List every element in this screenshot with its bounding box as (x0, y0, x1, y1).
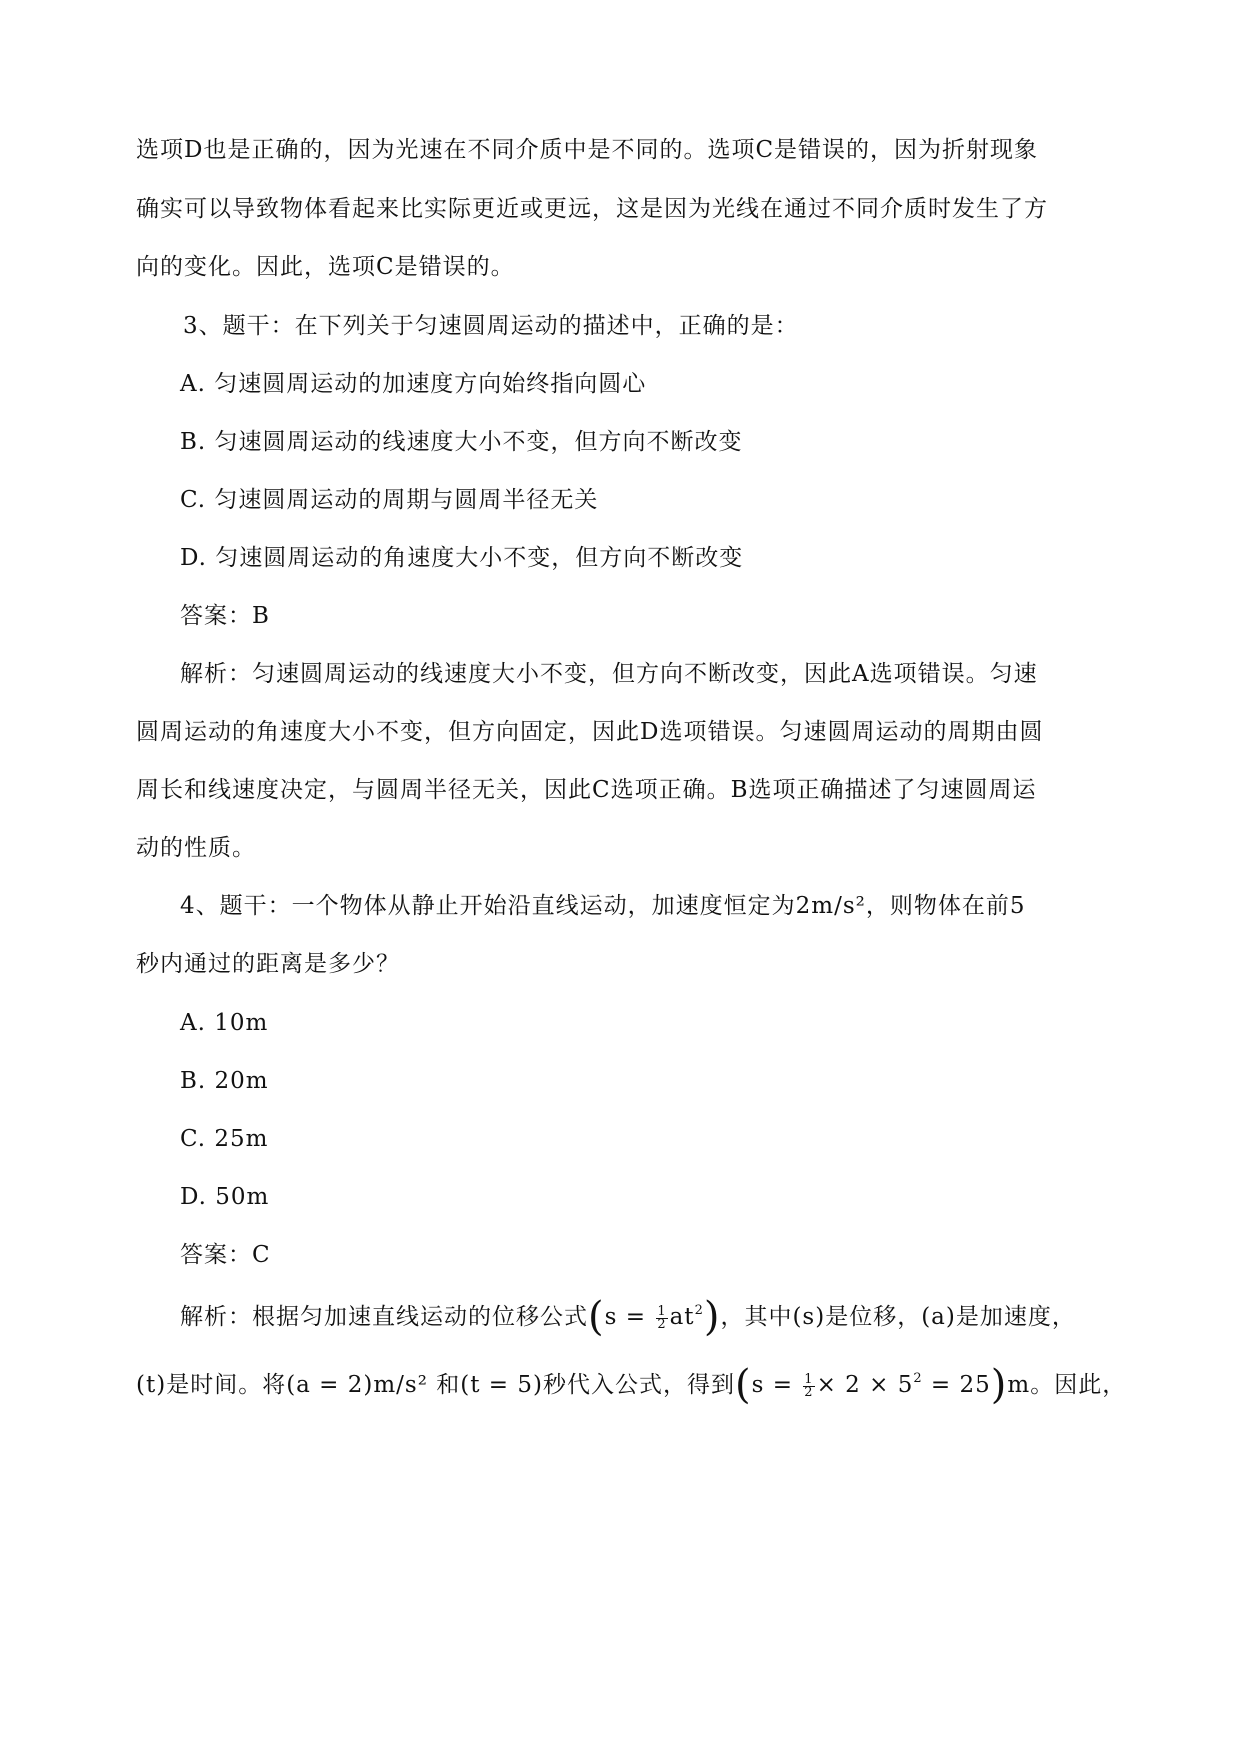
option-c: C. 匀速圆周运动的周期与圆周半径无关 (180, 487, 599, 513)
formula-lhs: s = (604, 1304, 655, 1330)
analysis-line: 圆周运动的角速度大小不变，但方向固定，因此D选项错误。匀速圆周运动的周期由圆 (136, 719, 1044, 745)
question-stem: 3、题干：在下列关于匀速圆周运动的描述中，正确的是： (183, 313, 799, 339)
analysis-text: m。因此， (1007, 1372, 1127, 1398)
option-b: B. 20m (180, 1068, 269, 1094)
formula (734, 1362, 1008, 1408)
paragraph-line: 选项D也是正确的，因为光速在不同介质中是不同的。选项C是错误的，因为折射现象 (136, 137, 1039, 163)
exponent: 2 (694, 1303, 704, 1318)
question-stem: 秒内通过的距离是多少？ (136, 951, 400, 977)
answer: 答案：C (180, 1242, 271, 1268)
analysis-line: 动的性质。 (136, 835, 256, 861)
option-a: A. 10m (180, 1010, 269, 1036)
paragraph-line: 向的变化。因此，选项C是错误的。 (136, 254, 515, 280)
analysis-line: 解析：匀速圆周运动的线速度大小不变，但方向不断改变，因此A选项错误。匀速 (180, 661, 1038, 687)
option-c: C. 25m (180, 1126, 269, 1152)
formula (588, 1294, 721, 1340)
formula-mid: × 2 × 5 (816, 1372, 914, 1398)
fraction (803, 1371, 814, 1400)
right-paren: ) (990, 1362, 1008, 1408)
left-paren: ( (588, 1294, 605, 1340)
fraction (656, 1303, 667, 1332)
formula-rhs: = 25 (922, 1372, 991, 1398)
option-a: A. 匀速圆周运动的加速度方向始终指向圆心 (180, 371, 647, 397)
exponent: 2 (913, 1371, 923, 1386)
option-d: D. 50m (180, 1184, 270, 1210)
option-d: D. 匀速圆周运动的角速度大小不变，但方向不断改变 (180, 545, 744, 571)
question-stem: 4、题干：一个物体从静止开始沿直线运动，加速度恒定为2m/s²，则物体在前5 (180, 893, 1026, 919)
fraction-numerator: 1 (657, 1303, 667, 1319)
formula-lhs: s = (751, 1372, 802, 1398)
answer: 答案：B (180, 603, 270, 629)
analysis-line (136, 1362, 1241, 1408)
option-b: B. 匀速圆周运动的线速度大小不变，但方向不断改变 (180, 429, 743, 455)
right-paren: ) (703, 1294, 721, 1340)
left-paren: ( (734, 1362, 752, 1408)
analysis-text: ，其中(s)是位移，(a)是加速度， (720, 1304, 1076, 1330)
analysis-text: 解析：根据匀加速直线运动的位移公式 (180, 1304, 588, 1330)
fraction-numerator: 1 (804, 1371, 814, 1387)
fraction-denominator: 2 (804, 1384, 814, 1400)
paragraph-line: 确实可以导致物体看起来比实际更近或更远，这是因为光线在通过不同介质时发生了方 (136, 196, 1048, 222)
analysis-text: (t)是时间。将(a = 2)m/s² 和(t = 5)秒代入公式，得到 (136, 1372, 735, 1398)
analysis-line (180, 1294, 1241, 1340)
analysis-line: 周长和线速度决定，与圆周半径无关，因此C选项正确。B选项正确描述了匀速圆周运 (136, 777, 1037, 803)
formula-rhs: at (669, 1304, 695, 1330)
fraction-denominator: 2 (657, 1316, 667, 1332)
